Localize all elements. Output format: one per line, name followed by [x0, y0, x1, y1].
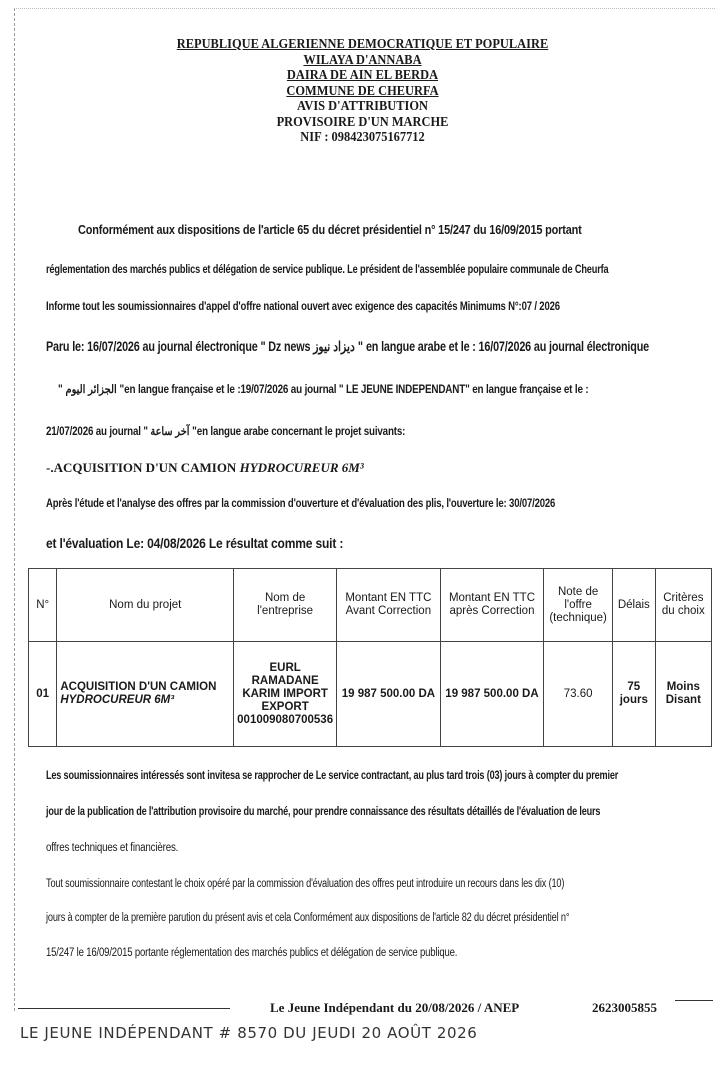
th-delay: Délais — [612, 569, 655, 642]
project-title-italic: HYDROCUREUR 6M³ — [239, 460, 364, 475]
footer-reference: 2623005855 — [592, 1000, 657, 1015]
cell-criteria: Moins Disant — [655, 642, 711, 747]
header-nif: NIF : 098423075167712 — [300, 129, 425, 144]
th-before: Montant EN TTC Avant Correction — [337, 569, 441, 642]
th-note: Note de l'offre (technique) — [544, 569, 613, 642]
body-paragraph-1: Conformément aux dispositions de l'article 65 du décret présidentiel n° 15/247 du 16/09/2015 portant — [78, 222, 582, 237]
results-table-header-row — [29, 569, 712, 642]
th-num: N° — [29, 569, 57, 642]
cell-project — [57, 642, 234, 747]
cell-after: 19 987 500.00 DA — [440, 642, 544, 747]
cell-before: 19 987 500.00 DA — [337, 642, 441, 747]
newspaper-footer: LE JEUNE INDÉPENDANT # 8570 DU JEUDI 20 AOÛT 2026 — [20, 1024, 478, 1042]
cell-project-line1: ACQUISITION D'UN CAMION — [60, 681, 217, 693]
footer-source: Le Jeune Indépendant du 20/08/2026 / ANEP — [270, 1000, 520, 1015]
header-commune: COMMUNE DE CHEURFA — [286, 82, 439, 98]
cell-note: 73.60 — [544, 642, 613, 747]
cell-project-line2: HYDROCUREUR 6M³ — [60, 694, 175, 706]
results-table — [28, 568, 712, 747]
project-title-prefix: -.ACQUISITION D'UN CAMION — [46, 460, 240, 475]
cell-delay: 75 jours — [612, 642, 655, 747]
footer-rule-left — [18, 1008, 230, 1009]
th-after: Montant EN TTC après Correction — [440, 569, 544, 642]
th-project: Nom du projet — [57, 569, 234, 642]
body-paragraph-4: Paru le: 16/07/2026 au journal électronique " Dz news دیزاد نیوز " en langue arabe et le : 16/07/2026 au journal électronique — [46, 339, 649, 354]
body-paragraph-7: Après l'étude et l'analyse des offres par la commission d'ouverture et d'évaluation des plis, l'ouverture le: 30/07/2026 — [46, 498, 556, 510]
body-paragraph-5: " الجزائر اليوم "en langue française et le :19/07/2026 au journal " LE JEUNE INDEPENDANT" en langue française et le : — [58, 384, 589, 396]
body-paragraph-3: Informe tout les soumissionnaires d'appel d'offre national ouvert avec exigence des capacités Minimums N°:07 / 2026 — [46, 301, 560, 313]
table-row — [29, 642, 712, 747]
closing-paragraph-2: jour de la publication de l'attribution provisoire du marché, pour prendre connaissance des résultats détaillés de l'évaluation de leurs — [46, 806, 601, 818]
body-paragraph-2: réglementation des marchés publics et délégation de service publique. Le président de l'assemblée populaire communale de Cheurfa — [46, 264, 609, 276]
project-title — [46, 460, 364, 476]
closing-paragraph-3: offres techniques et financières. — [46, 842, 179, 854]
body-paragraph-8: et l'évaluation Le: 04/08/2026 Le résultat comme suit : — [46, 535, 344, 551]
cell-company: EURL RAMADANE KARIM IMPORT EXPORT 001009080700536 — [234, 642, 337, 747]
th-company: Nom de l'entreprise — [234, 569, 337, 642]
closing-paragraph-6: 15/247 le 16/09/2015 portante réglementation des marchés publics et délégation de service publique. — [46, 947, 458, 959]
body-paragraph-6: 21/07/2026 au journal " آخر ساعة "en langue arabe concernant le projet suivants: — [46, 426, 406, 438]
cell-num: 01 — [29, 642, 57, 747]
document-header — [29, 36, 696, 145]
header-notice-title: AVIS D'ATTRIBUTION — [296, 98, 429, 113]
th-criteria: Critères du choix — [655, 569, 711, 642]
footer-rule-right — [675, 1000, 713, 1001]
closing-paragraph-4: Tout soumissionnaire contestant le choix opéré par la commission d'évaluation des offres peut introduire un recours dans les dix (10) — [46, 878, 565, 890]
closing-paragraph-1: Les soumissionnaires intéressés sont invitesa se rapprocher de Le service contractant, au plus tard trois (03) jours à compter du premier — [46, 770, 619, 782]
header-daira: DAIRA DE AIN EL BERDA — [286, 67, 439, 82]
header-republic: REPUBLIQUE ALGERIENNE DEMOCRATIQUE ET POPULAIRE — [176, 36, 549, 51]
header-wilaya: WILAYA D'ANNABA — [303, 51, 422, 67]
header-notice-subtitle: PROVISOIRE D'UN MARCHE — [276, 113, 449, 129]
closing-paragraph-5: jours à compter de la première parution du présent avis et cela Conformément aux dispositions de l'article 82 du décret présidentiel n° — [46, 912, 570, 924]
